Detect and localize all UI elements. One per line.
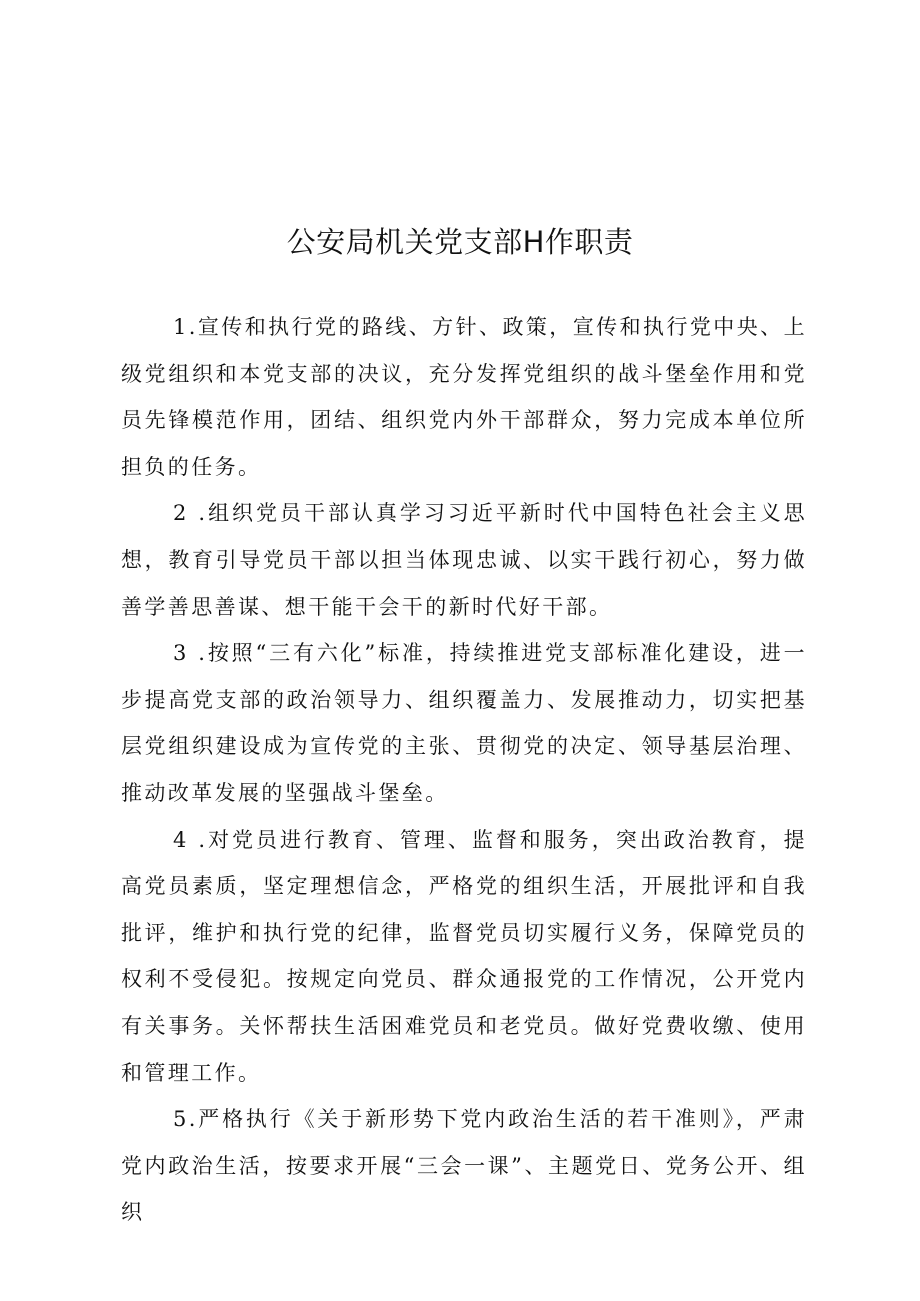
document-title: 公安局机关党支部H作职责: [286, 225, 634, 259]
paragraph-2: 2 .组织党员干部认真学习习近平新时代中国特色社会主义思想，教育引导党员干部以担当体现忠诚、以实干践行初心，努力做善学善思善谋、想干能干会干的新时代好干部。: [121, 501, 807, 619]
paragraph-5: 5.严格执行《关于新形势下党内政治生活的若干准则》，严肃党内政治生活，按要求开展“三会一课”、主题党日、党务公开、组织: [121, 1107, 807, 1225]
paragraph-1: 1.宣传和执行党的路线、方针、政策，宣传和执行党中央、上级党组织和本党支部的决议，充分发挥党组织的战斗堡垒作用和党员先锋模范作用，团结、组织党内外干部群众，努力完成本单位所担负的任务。: [121, 315, 807, 479]
document-body: [121, 304, 807, 1236]
paragraph-3: 3 .按照“三有六化”标准，持续推进党支部标准化建设，进一步提高党支部的政治领导力、组织覆盖力、发展推动力，切实把基层党组织建设成为宣传党的主张、贯彻党的决定、领导基层治理、推动改革发展的坚强战斗堡垒。: [121, 641, 807, 805]
paragraph-4: 4 .对党员进行教育、管理、监督和服务，突出政治教育，提高党员素质，坚定理想信念，严格党的组织生活，开展批评和自我批评，维护和执行党的纪律，监督党员切实履行义务，保障党员的权利不受侵犯。按规定向党员、群众通报党的工作情况，公开党内有关事务。关怀帮扶生活困难党员和老党员。做好党费收缴、使用和管理工作。: [121, 827, 807, 1085]
